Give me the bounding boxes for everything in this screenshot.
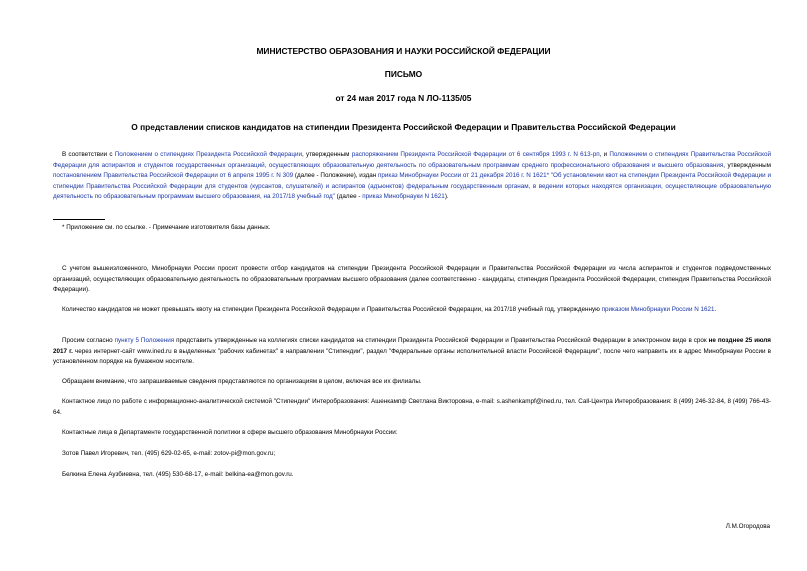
text: ). xyxy=(444,193,449,201)
text: В соответствии с xyxy=(62,151,115,158)
link-order-1621-short[interactable]: приказ Минобрнауки N 1621 xyxy=(362,193,445,201)
link-regulation-president[interactable]: Положением о стипендиях Президента Российской Федерации xyxy=(114,151,303,158)
paragraph-contact-system: Контактное лицо по работе с информационно-аналитической системой "Стипендии" Интеробразования: Ашенкампф Светлана Викторовна, e-mail: s.ashenkampf@ined.ru, тел. Call-Центра Интеробразования: 8 (499) 246-32-84, 8 (499) 766-43-64. xyxy=(53,398,771,416)
paragraph-selection: С учетом вышеизложенного, Минобрнауки России просит провести отбор кандидатов на стипендии Президента Российской Федерации и Правительства Российской Федерации из числа аспирантов и студентов подведомственных организаций, осуществляющих образовательную деятельность по образовательным программам высшего образования (далее соответственно - кандидаты, стипендия Президента Российской Федерации, стипендия Правительства Российской Федерации). xyxy=(53,265,771,294)
text: , утвержденным xyxy=(302,151,352,158)
footnote-separator xyxy=(53,219,105,220)
link-decree-309[interactable]: постановлением Правительства Российской Федерации от 6 апреля 1995 г. N 309 xyxy=(53,172,294,180)
text: , и xyxy=(599,151,610,158)
link-order-613[interactable]: распоряжением Президента Российской Федерации от 6 сентября 1993 г. N 613-рп xyxy=(351,151,600,158)
text: через интернет-сайт www.ined.ru в выделенных "рабочих кабинетах" в направлении "Стипендии", раздел "Федеральные органы исполнительной власти Российской Федерации", после чего направить их в адрес Минобрнауки России в установленном порядке на бумажном носителе. xyxy=(53,347,771,366)
intro-paragraph xyxy=(53,150,771,203)
deadline: не позднее 25 июля 2017 г. xyxy=(53,337,771,355)
contact-zotov: Зотов Павел Игоревич, тел. (495) 629-02-65, e-mail: zotov-pi@mon.gov.ru; xyxy=(62,450,276,457)
text: представить утвержденные на коллегиях списки кандидатов на стипендии Президента Российской Федерации и Правительства Российской Федерации в электронном виде в срок xyxy=(174,337,709,344)
paragraph-note: Обращаем внимание, что запрашиваемые сведения представляются по организациям в целом, включая все их филиалы. xyxy=(62,378,422,385)
paragraph-quota xyxy=(53,305,771,316)
paragraph-contacts-heading: Контактные лица в Департаменте государственной политики в сфере высшего образования Минобрнауки России: xyxy=(62,429,398,436)
link-order-1621-quota[interactable]: приказом Минобрнауки России N 1621 xyxy=(601,306,715,313)
text: (далее - xyxy=(334,193,363,201)
contact-belkina: Белкина Елена Аузбиевна, тел. (495) 530-68-17, e-mail: belkina-ea@mon.gov.ru. xyxy=(62,471,294,478)
link-clause-5[interactable]: пункту 5 Положения xyxy=(114,337,175,344)
paragraph-request xyxy=(53,336,771,368)
text: (далее - Положение), издан xyxy=(293,172,378,180)
doc-type: ПИСЬМО xyxy=(384,69,423,79)
footnote: * Приложение см. по ссылке. - Примечание изготовителя базы данных. xyxy=(62,224,271,231)
link-order-1621[interactable]: приказ Минобрнауки России от 21 декабря 2016 г. N 1621* "Об установлении квот на стипендии Президента Российской Федерации и стипендии Правительства Российской Федерации для студентов (курсантов, слушателей) и аспирантов (адъюнктов) федеральным государственным органам, в ведении которых находятся организации, осуществляющие образовательную деятельность по образовательным программам высшего образования, на 2017/18 учебный год" xyxy=(53,172,771,201)
link-regulation-government[interactable]: Положением о стипендиях Правительства Российской Федерации для аспирантов и студентов государственных организаций, осуществляющих образовательную деятельность по образовательным программам среднего профессионального образования и высшего образования xyxy=(53,151,771,169)
doc-subject: О представлении списков кандидатов на стипендии Президента Российской Федерации и Правительства Российской Федерации xyxy=(131,122,676,132)
doc-date-number: от 24 мая 2017 года N ЛО-1135/05 xyxy=(335,93,472,103)
text: . xyxy=(714,306,717,313)
ministry-title: МИНИСТЕРСТВО ОБРАЗОВАНИЯ И НАУКИ РОССИЙСКОЙ ФЕДЕРАЦИИ xyxy=(256,46,551,56)
text: , утвержденным xyxy=(723,161,772,169)
signature: Л.М.Огородова xyxy=(725,523,770,530)
text: Просим согласно xyxy=(62,337,115,344)
text: Количество кандидатов не может превышать квоту на стипендии Президента Российской Федерации и Правительства Российской Федерации, на 2017/18 учебный год, утвержденную xyxy=(62,306,602,313)
